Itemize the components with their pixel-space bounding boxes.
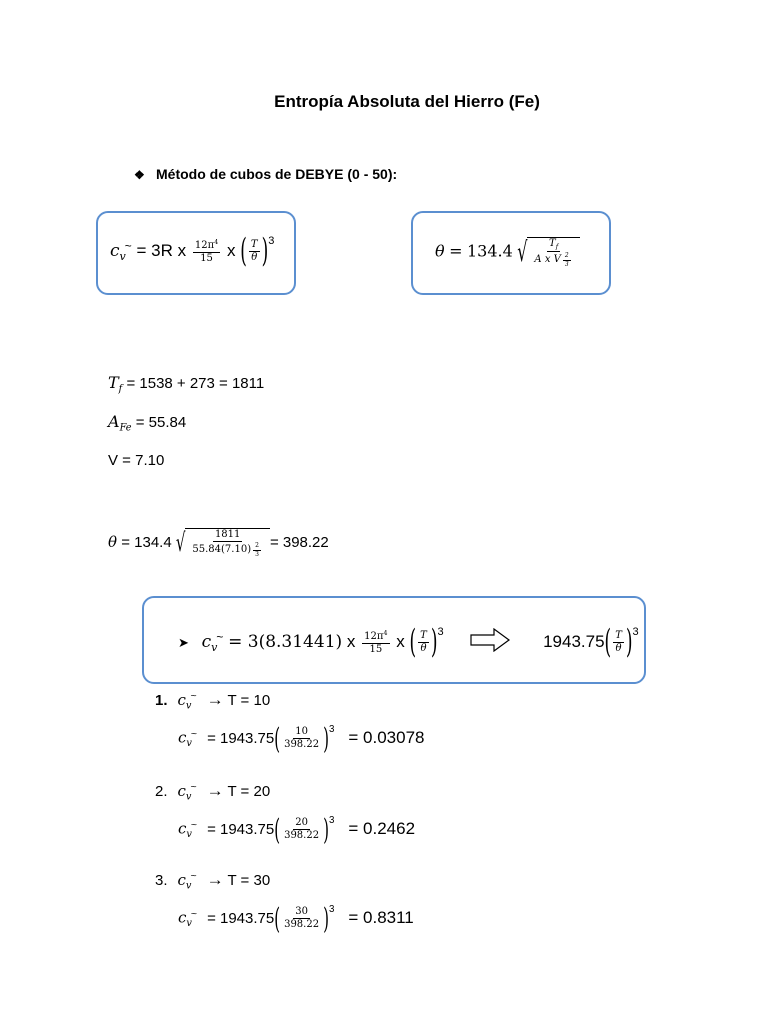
afe-line	[108, 412, 186, 433]
cv-tilde: ~	[190, 907, 198, 920]
frac-num: 12π	[194, 240, 215, 252]
tf-value: = 1538 + 273 = 1811	[126, 375, 265, 392]
diamond-bullet-icon: ❖	[134, 168, 145, 182]
exp-den: 3	[564, 260, 569, 268]
fraction-t-theta	[249, 240, 260, 263]
afe-value: = 55.84	[135, 414, 187, 431]
double-arrow-right-icon	[470, 628, 510, 657]
cv-tilde: ~	[190, 870, 197, 883]
cv-subscript: v	[119, 250, 126, 263]
radical: √ $T_f$ A x V $\frac{2}{3}$	[517, 237, 579, 268]
cv-symbol: c	[178, 728, 187, 747]
cv-subscript: v	[186, 738, 192, 750]
cv-symbol: c	[110, 241, 120, 262]
cube-exponent: 3	[328, 815, 335, 826]
times-sign: x	[177, 241, 187, 261]
frac-num: 30	[295, 906, 308, 918]
cv-symbol: c	[177, 871, 186, 889]
item-heading	[155, 870, 270, 891]
result-num: T	[615, 630, 622, 642]
coef-3r: 3R	[151, 241, 173, 261]
cv-symbol: c	[178, 819, 187, 838]
ratio-num: T	[250, 239, 258, 251]
formula-box-result	[142, 596, 646, 684]
calc-prefix: = 1943.75	[207, 909, 275, 927]
theta-result: = 398.22	[269, 533, 329, 551]
ratio-num: T	[420, 630, 427, 642]
cv-tilde: ~	[216, 629, 224, 644]
frac-den: 398.22	[284, 830, 320, 842]
times-sign-2: x	[396, 632, 405, 652]
cube-exponent: 3	[437, 626, 444, 638]
cv-symbol: c	[201, 632, 212, 653]
frac-num: 12π	[364, 631, 384, 643]
item-calculation: $c_v^\sim = 1943.75$( $\frac{10}{398.22}$ )$^3$ = 0.03078	[178, 721, 425, 756]
formula-box-cv	[96, 211, 296, 295]
rad-num-sub: f	[555, 242, 559, 251]
frac-den: 398.22	[284, 919, 320, 931]
cv-subscript: v	[185, 880, 192, 892]
theta-symbol: θ	[435, 241, 445, 261]
right-arrow-icon: →	[206, 690, 224, 709]
rad-num: 1811	[214, 529, 241, 540]
frac-num-exp: 4	[214, 238, 219, 247]
exp-num: 2	[564, 251, 569, 259]
result-exp: 3	[632, 626, 639, 638]
ratio-den: θ	[420, 643, 427, 655]
tf-subscript: f	[118, 383, 123, 395]
equals-sign: =	[449, 241, 463, 261]
item-result: = 0.2462	[348, 818, 416, 838]
item-number: 2.	[155, 783, 168, 800]
section-heading-text: Método de cubos de DEBYE (0 - 50):	[156, 166, 398, 182]
t-label: T = 30	[227, 872, 271, 889]
calc-prefix: = 1943.75	[207, 820, 275, 838]
cv-full-formula: ➤ $c_v^\sim = 3(8.31441)$ x $\frac{12\pi^4}{15}$ x ( $\frac{T}{\theta}$ )$^3$ 1943.75( $\frac{T}{\theta}$ )$^3$	[178, 623, 639, 662]
t-label: T = 20	[227, 783, 271, 800]
cv-tilde: ~	[190, 690, 197, 703]
cube-exponent: 3	[328, 724, 335, 735]
frac-den: 15	[200, 253, 213, 265]
item-calculation: $c_v^\sim = 1943.75$( $\frac{30}{398.22}$ )$^3$ = 0.8311	[178, 901, 414, 936]
cube-exponent: 3	[268, 235, 275, 247]
arrowhead-bullet-icon: ➤	[178, 635, 189, 651]
calc-prefix: = 1943.75	[207, 729, 275, 747]
cv-symbol: c	[177, 782, 186, 800]
v-line: V = 7.10	[108, 452, 165, 469]
cv-formula: $c_v^\sim = 3R$ x $\frac{12\pi^4}{15}$ x ( $\frac{T}{\theta}$ )$^3$	[110, 232, 275, 271]
cv-tilde: ~	[124, 238, 132, 253]
theta-formula	[435, 237, 580, 268]
coef-134: 134.4	[466, 241, 513, 261]
exp-den: 3	[255, 551, 259, 558]
frac-den: 398.22	[284, 739, 320, 751]
item-heading	[155, 781, 270, 802]
rad-den: A x V	[534, 253, 561, 265]
fraction-12pi4-15	[362, 630, 389, 655]
theta-symbol: θ	[108, 532, 118, 551]
item-heading	[155, 690, 270, 711]
equals-sign: =	[136, 241, 147, 261]
times-sign-2: x	[227, 241, 236, 261]
afe-symbol: A	[108, 412, 120, 431]
result-den: θ	[615, 643, 622, 655]
cv-subscript: v	[185, 791, 192, 803]
section-heading	[134, 166, 397, 182]
rad-num: T	[549, 238, 556, 249]
times-sign: x	[346, 632, 356, 652]
frac-num: 20	[295, 817, 308, 829]
item-calculation: $c_v^\sim = 1943.75$( $\frac{20}{398.22}$ )$^3$ = 0.2462	[178, 812, 416, 847]
cv-eq: = 3(8.31441)	[228, 632, 343, 653]
item-result: = 0.8311	[348, 907, 414, 927]
cv-subscript: v	[186, 829, 192, 841]
item-number: 1.	[155, 692, 168, 709]
cube-exponent: 3	[328, 904, 335, 915]
rad-den: 55.84(7.10)	[192, 543, 252, 555]
radical: √ 1811 55.84(7.10) $\frac{2}{3}$	[176, 528, 270, 558]
formula-box-theta	[411, 211, 611, 295]
frac-num: 10	[295, 726, 308, 738]
frac-den: 15	[369, 644, 383, 656]
item-result: = 0.03078	[348, 727, 425, 747]
page-title: Entropía Absoluta del Hierro (Fe)	[274, 92, 540, 111]
cv-symbol: c	[178, 908, 187, 927]
exp-num: 2	[255, 542, 259, 549]
cv-subscript: v	[186, 918, 192, 930]
cv-tilde: ~	[190, 781, 197, 794]
tf-line	[108, 373, 264, 394]
theta-eq: = 134.4	[121, 533, 172, 551]
item-number: 3.	[155, 872, 168, 889]
fraction-12pi4-15	[193, 239, 220, 264]
tf-symbol: T	[108, 373, 119, 392]
cv-subscript: v	[185, 700, 192, 712]
result-coef: 1943.75	[543, 632, 605, 652]
frac-num-exp: 4	[383, 629, 388, 638]
theta-calc	[108, 528, 329, 558]
cv-subscript: v	[211, 641, 218, 654]
ratio-den: θ	[251, 252, 258, 264]
right-arrow-icon: →	[206, 870, 224, 889]
cv-tilde: ~	[190, 818, 198, 831]
afe-subscript: Fe	[119, 422, 132, 434]
t-label: T = 10	[227, 692, 271, 709]
right-arrow-icon: →	[206, 781, 224, 800]
cv-symbol: c	[177, 691, 186, 709]
cv-tilde: ~	[190, 727, 198, 740]
